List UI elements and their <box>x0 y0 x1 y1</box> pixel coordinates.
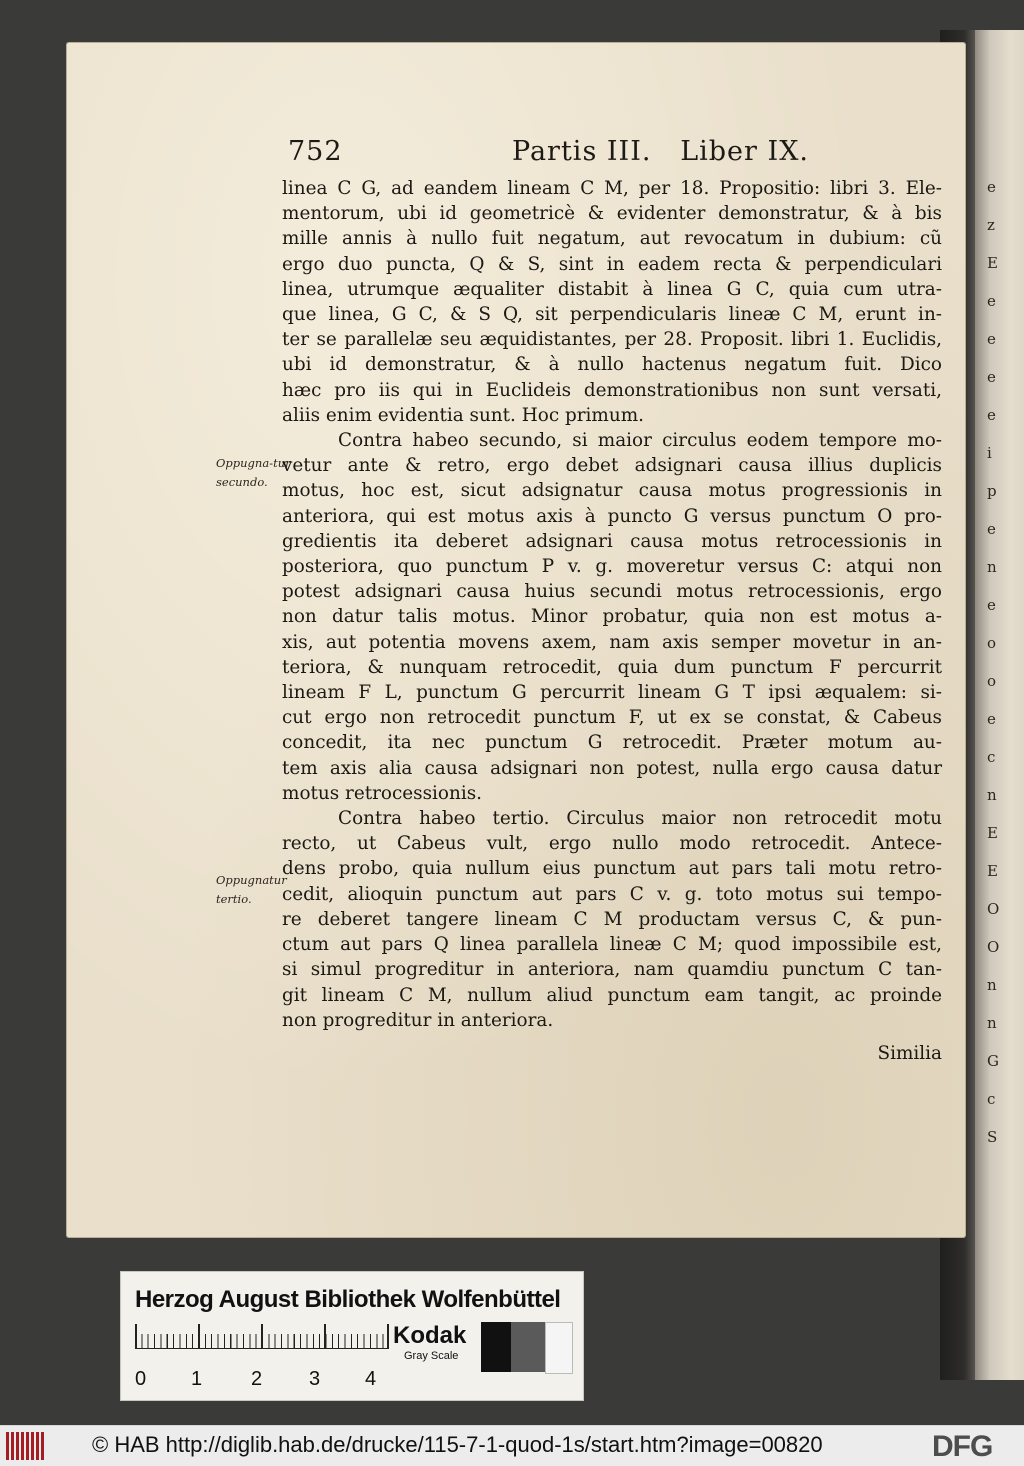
adjacent-page-fragment: n <box>987 558 997 576</box>
page-header <box>66 136 966 172</box>
ruler-label: 1 <box>191 1368 203 1390</box>
ruler-tick <box>135 1324 137 1348</box>
text-line: aliis enim evidentia sunt. Hoc primum. <box>282 404 645 426</box>
text-line: lineam F L, punctum G percurrit lineam G T ipsi æqualem: si- <box>282 682 942 704</box>
text-line: teriora, & nunquam retrocedit, quia dum punctum F percurrit <box>282 656 942 678</box>
ruler-label: 0 <box>135 1368 147 1390</box>
ruler-label: 4 <box>365 1368 377 1390</box>
text-line: gredientis ita deberet adsignari causa motus retrocessionis in <box>282 530 942 552</box>
text-line: mille annis à nullo fuit negatum, aut revocatum in dubium: cũ <box>282 228 942 250</box>
dfg-logo: DFG <box>932 1430 993 1463</box>
adjacent-page-fragment: i <box>987 444 992 462</box>
ruler-tick <box>387 1324 389 1348</box>
ruler-tick <box>198 1324 200 1348</box>
swatch-black <box>481 1322 511 1372</box>
adjacent-page-fragment: e <box>987 710 996 728</box>
adjacent-page-fragment: n <box>987 976 997 994</box>
ruler-tick <box>324 1324 326 1348</box>
adjacent-page-fragment: E <box>987 254 998 272</box>
text-line: hæc pro iis qui in Euclideis demonstrationibus non sunt versati, <box>282 379 942 401</box>
adjacent-page-fragment: n <box>987 786 997 804</box>
adjacent-page-edge <box>975 30 1024 1380</box>
ruler-label: 2 <box>251 1368 263 1390</box>
running-title: Partis III. Liber IX. <box>512 136 809 167</box>
adjacent-page-fragment: e <box>987 596 996 614</box>
adjacent-page-fragment: c <box>987 1090 996 1108</box>
adjacent-page-fragment: E <box>987 824 998 842</box>
text-line: Contra habeo tertio. Circulus maior non retrocedit motu <box>338 808 942 830</box>
page-number: 752 <box>288 136 343 167</box>
text-line: ubi id demonstratur, & à nullo hactenus negatum fuit. Dico <box>282 354 942 376</box>
adjacent-page-fragment: z <box>987 216 995 234</box>
marginal-note-secundo: Oppugna-tur secundo. <box>216 456 291 489</box>
text-line: Contra habeo secundo, si maior circulus eodem tempore mo- <box>338 430 942 452</box>
text-line: anteriora, qui est motus axis à puncto G versus punctum O pro- <box>282 505 942 527</box>
adjacent-page-fragment: o <box>987 634 997 652</box>
text-line: cedit, alioquin punctum aut pars C v. g. toto motus sui tempo- <box>282 883 942 905</box>
book-page <box>66 42 966 1238</box>
text-line: non progreditur in anteriora. <box>282 1009 554 1031</box>
text-line: ctum aut pars Q linea parallela lineæ C M; quod impossibile est, <box>282 934 942 956</box>
adjacent-page-fragment: O <box>987 900 1000 918</box>
adjacent-page-fragment: e <box>987 178 996 196</box>
adjacent-page-fragment: c <box>987 748 996 766</box>
text-line: git lineam C M, nullum aliud punctum eam tangit, ac proinde <box>282 984 942 1006</box>
adjacent-page-fragment: e <box>987 368 996 386</box>
adjacent-page-fragment: e <box>987 292 996 310</box>
text-line: dens probo, quia nullum eius punctum aut pars tali motu retro- <box>282 858 942 880</box>
text-line: xis, aut potentia movens axem, nam axis semper movetur in an- <box>282 631 942 653</box>
text-line: concedit, ita nec punctum G retrocedit. Præter motum au- <box>282 732 942 754</box>
text-line: motus retrocessionis. <box>282 782 482 804</box>
body-text <box>282 176 942 1066</box>
text-line: re deberet tangere lineam C M productam versus C, & pun- <box>282 908 942 930</box>
ruler-label: 3 <box>309 1368 321 1390</box>
text-line: vetur ante & retro, ergo debet adsignari causa illius duplicis <box>282 455 942 477</box>
kodak-logo: Kodak <box>393 1322 467 1349</box>
marginal-note-tertio: Oppugnatur tertio. <box>216 873 287 906</box>
library-name: Herzog August Bibliothek Wolfenbüttel <box>135 1286 561 1313</box>
adjacent-page-fragment: E <box>987 862 998 880</box>
adjacent-page-fragment: o <box>987 672 997 690</box>
text-line: linea C G, ad eandem lineam C M, per 18. Propositio: libri 3. Ele- <box>282 178 942 199</box>
adjacent-page-fragment: S <box>987 1128 998 1146</box>
text-line: motus, hoc est, sicut adsignatur causa motus progressionis in <box>282 480 942 502</box>
text-line: linea, utrumque æqualiter distabit à linea G C, quia cum utra- <box>282 278 942 300</box>
adjacent-page-fragment: e <box>987 520 996 538</box>
footer-bar <box>0 1425 1024 1466</box>
text-line: non datur talis motus. Minor probatur, quia non est motus a- <box>282 606 942 628</box>
text-line: si simul progreditur in anteriora, nam quamdiu punctum C tan- <box>282 959 942 981</box>
copyright-url[interactable]: © HAB http://diglib.hab.de/drucke/115-7-1-quod-1s/start.htm?image=00820 <box>92 1432 823 1457</box>
text-line: que linea, G C, & S Q, sit perpendicularis lineæ C M, erunt in- <box>282 304 942 326</box>
gray-scale-label: Gray Scale <box>404 1350 459 1362</box>
adjacent-page-fragment: G <box>987 1052 999 1070</box>
hab-logo-icon <box>6 1432 50 1460</box>
text-line: ergo duo puncta, Q & S, sint in eadem recta & perpendiculari <box>282 253 942 275</box>
swatch-white <box>545 1322 573 1374</box>
adjacent-page-fragment: n <box>987 1014 997 1032</box>
text-line: tem axis alia causa adsignari non potest, nulla ergo causa datur <box>282 757 942 779</box>
text-line: potest adsignari causa huius secundi motus retrocessionis, ergo <box>282 581 942 603</box>
text-line: cut ergo non retrocedit punctum F, ut ex se constat, & Cabeus <box>282 707 942 729</box>
text-line: recto, ut Cabeus vult, ergo nullo modo retrocedit. Antece- <box>282 833 942 855</box>
color-reference-card <box>120 1271 584 1401</box>
adjacent-page-fragment: e <box>987 406 996 424</box>
adjacent-page-fragment: p <box>987 482 997 500</box>
text-line: ter se parallelæ seu æquidistantes, per 28. Proposit. libri 1. Euclidis, <box>282 329 942 351</box>
adjacent-page-fragment: O <box>987 938 1000 956</box>
text-line: mentorum, ubi id geometricè & evidenter demonstratur, & à bis <box>282 203 942 225</box>
text-line: posteriora, quo punctum P v. g. moveretur versus C: atqui non <box>282 556 942 578</box>
adjacent-page-fragment: e <box>987 330 996 348</box>
catchword: Similia <box>877 1042 942 1064</box>
ruler-tick <box>261 1324 263 1348</box>
swatch-gray <box>511 1322 545 1372</box>
